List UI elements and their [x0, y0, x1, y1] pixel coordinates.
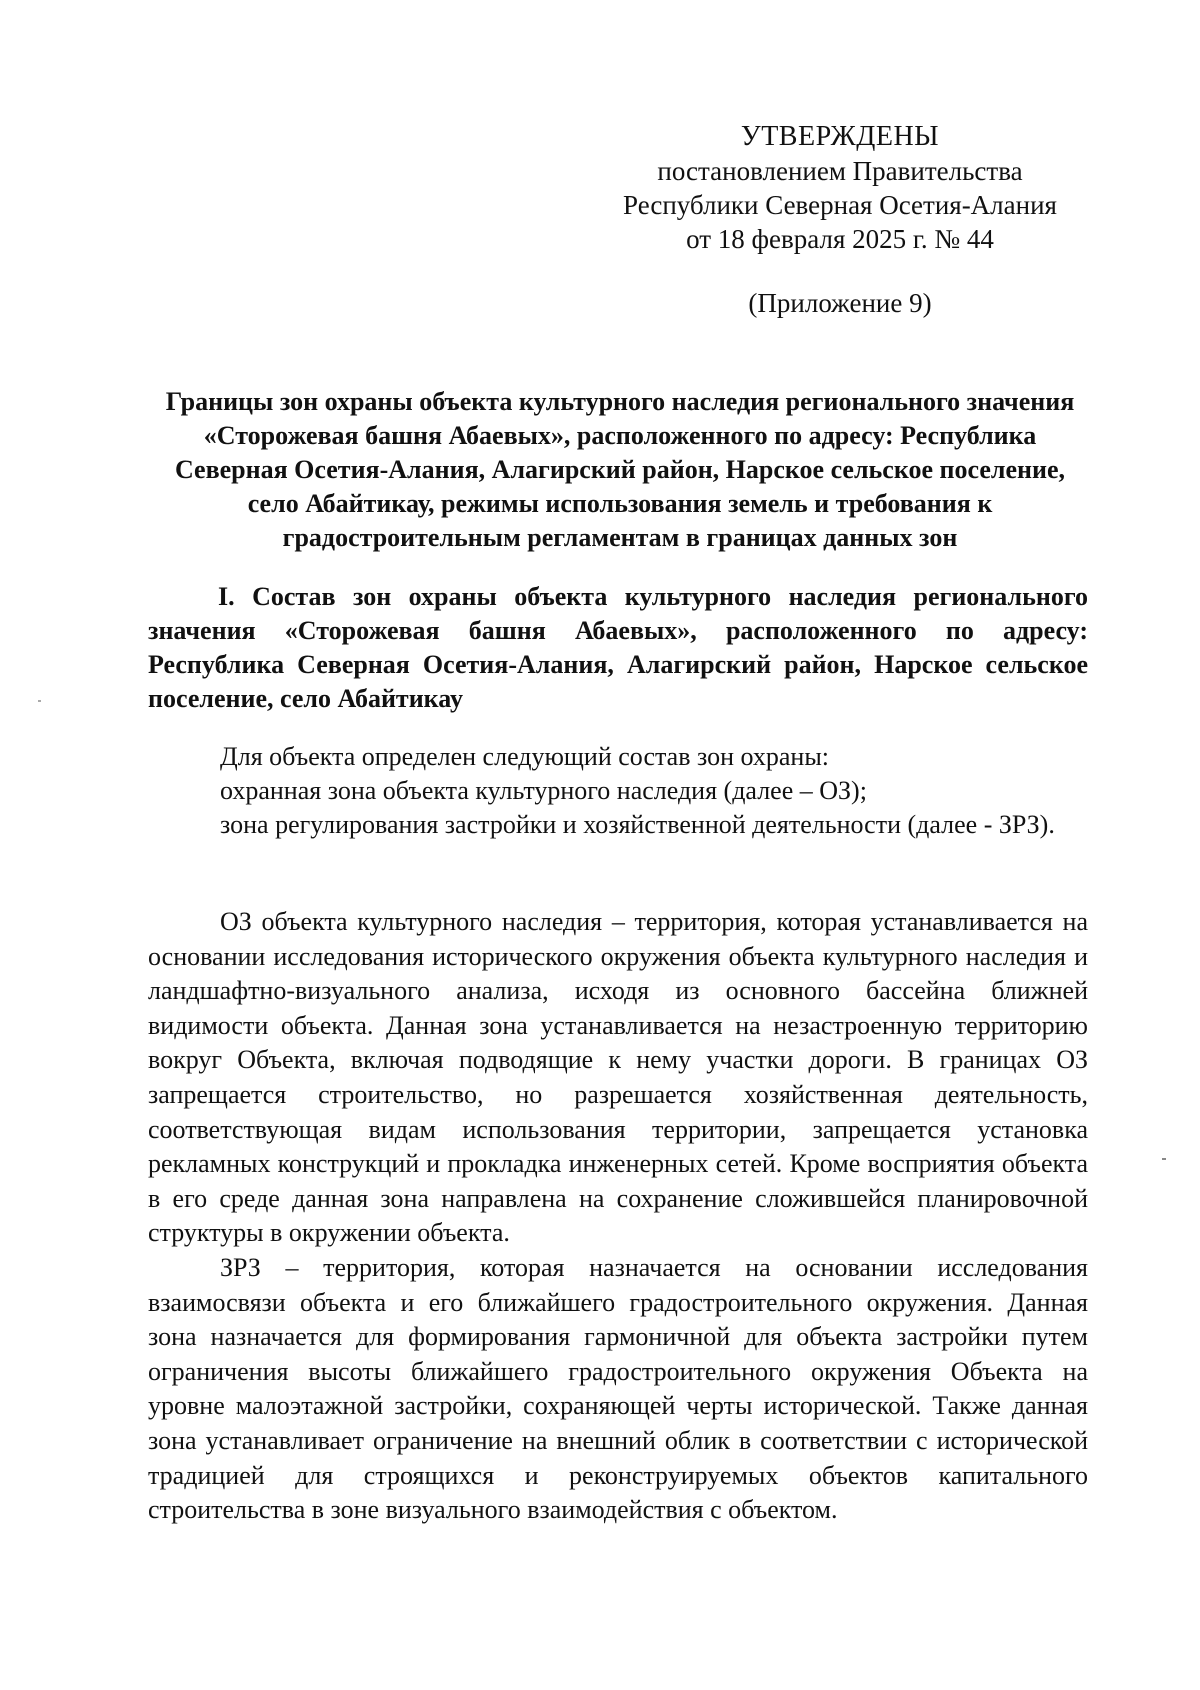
approval-line-1: постановлением Правительства [657, 156, 1023, 186]
intro-item-oz: охранная зона объекта культурного наследия (далее – ОЗ); [220, 776, 867, 805]
zones-intro [148, 740, 1088, 842]
approval-heading: УТВЕРЖДЕНЫ [740, 121, 940, 152]
section-heading: I. Состав зон охраны объекта культурного наследия регионального значения «Сторожевая башня Абаевых», расположенного по адресу: Республика Северная Осетия-Алания, Алагирский район, Нарское сельское поселение, село Абайтикау [148, 582, 1088, 713]
intro-lead: Для объекта определен следующий состав зон охраны: [220, 742, 830, 771]
appendix-label: (Приложение 9) [748, 288, 932, 318]
scan-artifact [1162, 1158, 1166, 1160]
document-body [148, 905, 1088, 1528]
approval-stamp [600, 120, 1080, 256]
paragraph-oz: ОЗ объекта культурного наследия – территория, которая устанавливается на основании исследования исторического окружения объекта культурного наследия и ландшафтно-визуального анализа, исходя из основного бассейна ближней видимости объекта. Данная зона устанавливается на незастроенную территорию вокруг Объекта, включая подводящие к нему участки дороги. В границах ОЗ запрещается строительство, но разрешается хозяйственная деятельность, соответствующая видам использования территории, запрещается установка рекламных конструкций и прокладка инженерных сетей. Кроме восприятия объекта в его среде данная зона направлена на сохранение сложившейся планировочной структуры в окружении объекта. [148, 907, 1088, 1248]
document-title: Границы зон охраны объекта культурного наследия регионального значения «Сторожевая башня Абаевых», расположенного по адресу: Республика Северная Осетия-Алания, Алагирский район, Нарское сельское поселение, село Абайтикау, режимы использования земель и требования к градостроительным регламентам в границах данных зон [165, 387, 1075, 552]
scan-artifact [38, 700, 41, 702]
approval-line-2: Республики Северная Осетия-Алания [623, 190, 1057, 220]
paragraph-zrz: ЗРЗ – территория, которая назначается на основании исследования взаимосвязи объекта и его ближайшего градостроительного окружения. Данная зона назначается для формирования гармоничной для объекта застройки путем ограничения высоты ближайшего градостроительного окружения Объекта на уровне малоэтажной застройки, сохраняющей черты исторической. Также данная зона устанавливает ограничение на внешний облик в соответствии с исторической традицией для строящихся и реконструируемых объектов капитального строительства в зоне визуального взаимодействия с объектом. [148, 1252, 1088, 1525]
intro-item-zrz: зона регулирования застройки и хозяйственной деятельности (далее - ЗРЗ). [220, 810, 1055, 839]
approval-date-number: от 18 февраля 2025 г. № 44 [686, 224, 994, 254]
